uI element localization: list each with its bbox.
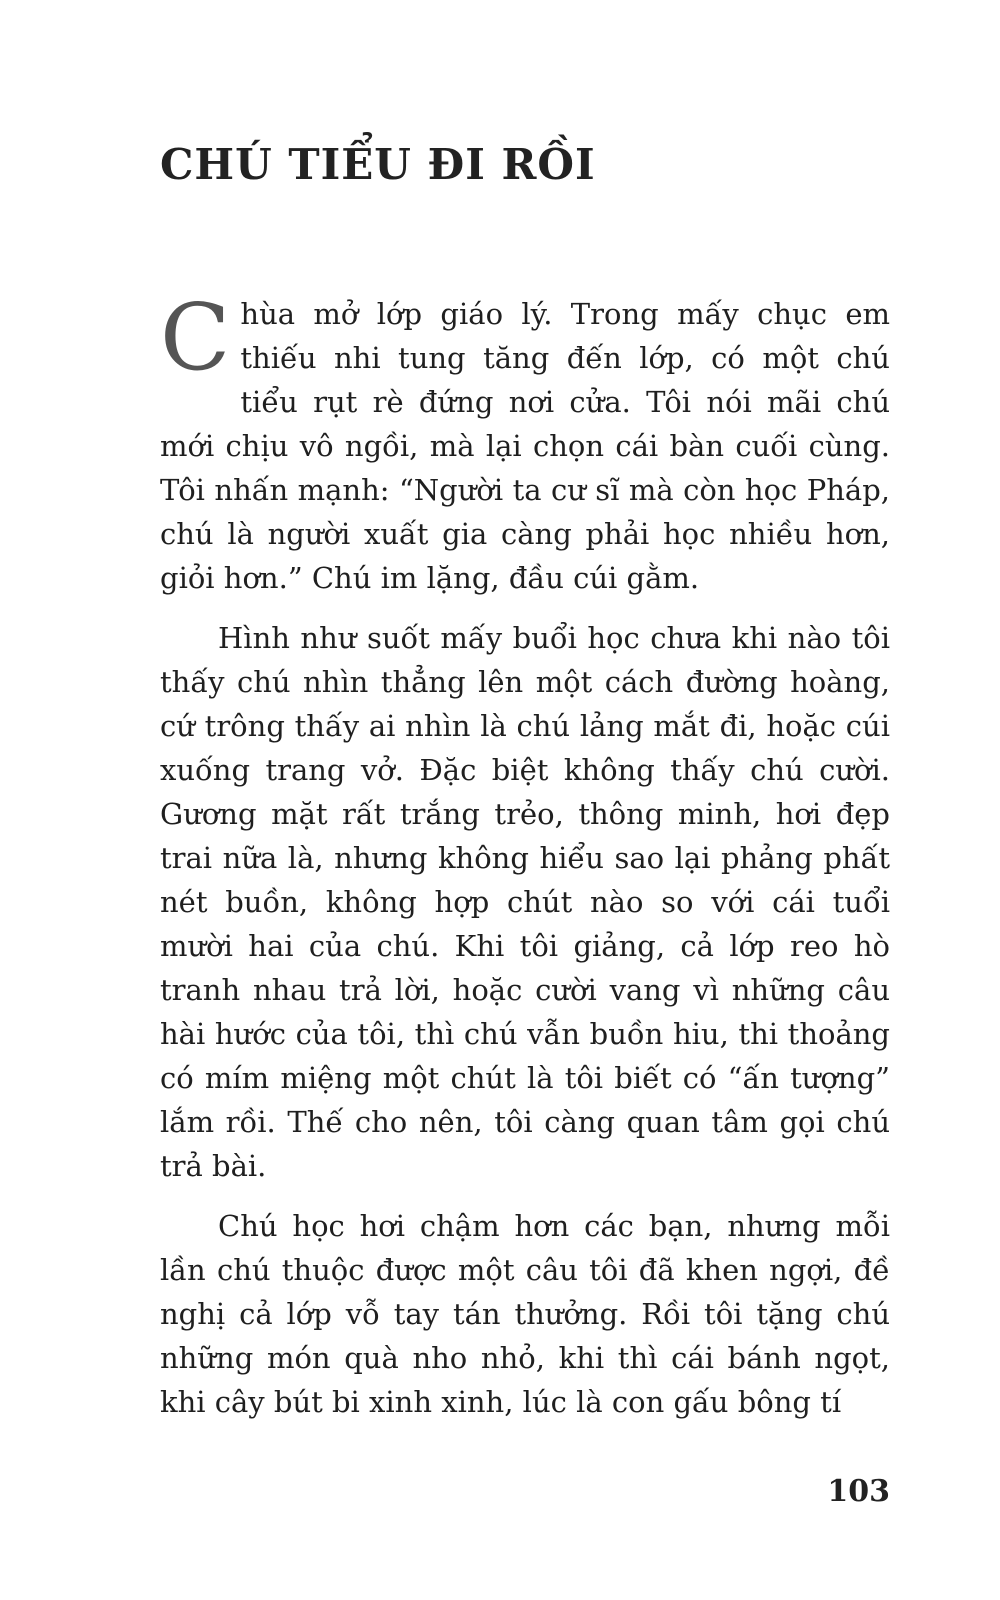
- paragraph-1: [160, 284, 890, 600]
- drop-cap: C: [160, 284, 231, 391]
- chapter-title: CHÚ TIỂU ĐI RỒI: [160, 140, 596, 189]
- body-text: [160, 284, 890, 1440]
- paragraph-1-text: hùa mở lớp giáo lý. Trong mấy chục em thiếu nhi tung tăng đến lớp, có một chú tiểu rụt rè đứng nơi cửa. Tôi nói mãi chú mới chịu vô ngồi, mà lại chọn cái bàn cuối cùng. Tôi nhấn mạnh: “Người ta cư sĩ mà còn học Pháp, chú là người xuất gia càng phải học nhiều hơn, giỏi hơn.” Chú im lặng, đầu cúi gằm.: [160, 297, 890, 595]
- paragraph-2: Hình như suốt mấy buổi học chưa khi nào tôi thấy chú nhìn thẳng lên một cách đường hoàng, cứ trông thấy ai nhìn là chú lảng mắt đi, hoặc cúi xuống trang vở. Đặc biệt không thấy chú cười. Gương mặt rất trắng trẻo, thông minh, hơi đẹp trai nữa là, nhưng không hiểu sao lại phảng phất nét buồn, không hợp chút nào so với cái tuổi mười hai của chú. Khi tôi giảng, cả lớp reo hò tranh nhau trả lời, hoặc cười vang vì những câu hài hước của tôi, thì chú vẫn buồn hiu, thi thoảng có mím miệng một chút là tôi biết có “ấn tượng” lắm rồi. Thế cho nên, tôi càng quan tâm gọi chú trả bài.: [160, 621, 890, 1183]
- book-page: [160, 0, 890, 1600]
- page-number: 103: [827, 1474, 890, 1509]
- paragraph-3: Chú học hơi chậm hơn các bạn, nhưng mỗi lần chú thuộc được một câu tôi đã khen ngợi, đề nghị cả lớp vỗ tay tán thưởng. Rồi tôi tặng chú những món quà nho nhỏ, khi thì cái bánh ngọt, khi cây bút bi xinh xinh, lúc là con gấu bông tí: [160, 1209, 890, 1419]
